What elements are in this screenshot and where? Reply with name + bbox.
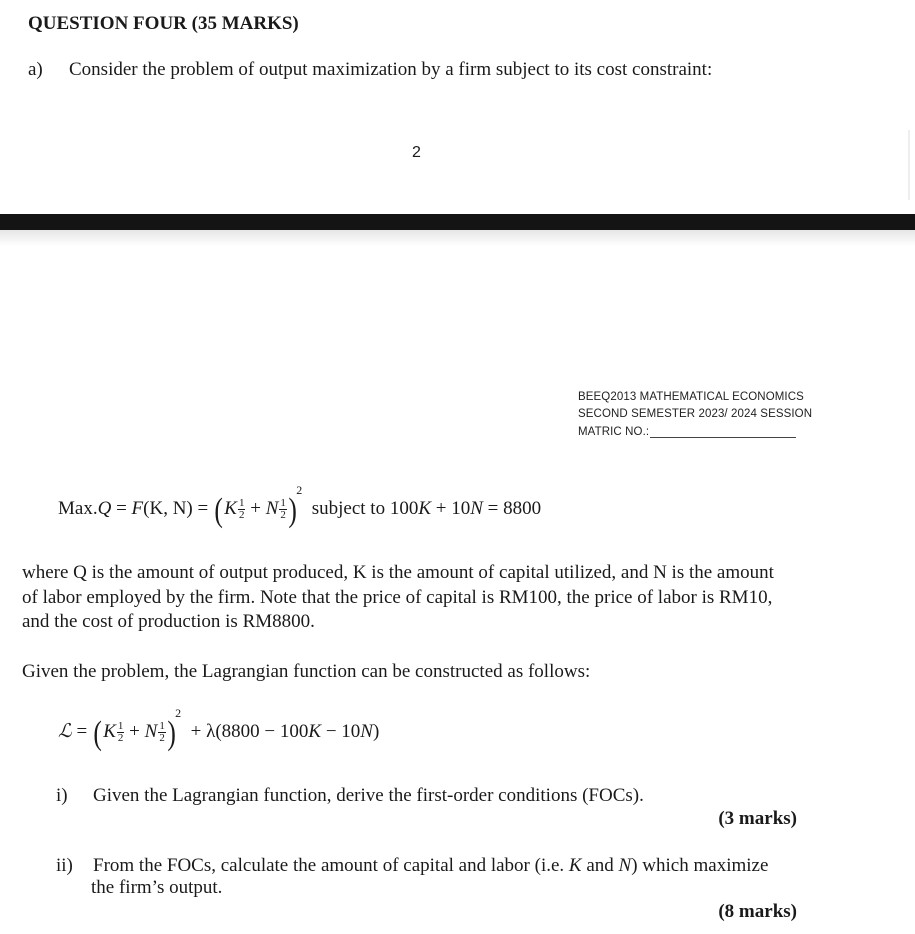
- lagrangian-symbol: ℒ: [58, 721, 72, 742]
- base-n: N: [265, 498, 279, 519]
- max-output-equation: [58, 483, 541, 528]
- constraint-coef-k: 100: [389, 498, 419, 519]
- lagrangian-outer-exponent: 2: [175, 706, 182, 720]
- lagrangian-base-n: N: [144, 721, 158, 742]
- question-heading: QUESTION FOUR (35 MARKS): [28, 13, 299, 34]
- page-break-bar: [0, 214, 915, 230]
- constraint-rhs: = 8800: [487, 498, 542, 519]
- matric-blank-line: [650, 437, 796, 438]
- page-number: 2: [412, 144, 421, 161]
- constraint-k: K: [418, 498, 432, 519]
- exponent-n-half: $\frac{1}{2}$: [280, 497, 286, 521]
- lagrangian-tail-mid: − 10: [321, 721, 361, 742]
- max-prefix: Max.: [58, 498, 98, 519]
- question-i-marks: (3 marks): [718, 808, 797, 829]
- base-k: K: [224, 498, 237, 519]
- function-f: F: [131, 498, 144, 519]
- part-a-text: Consider the problem of output maximization by a firm subject to its cost constraint:: [69, 59, 713, 80]
- page-break-shadow: [0, 230, 915, 246]
- function-args: (K, N): [143, 498, 193, 519]
- var-q: Q: [97, 498, 112, 519]
- lagrangian-exponent-k: $\frac{1}{2}$: [117, 720, 124, 744]
- description-line-2: of labor employed by the firm. Note that the price of capital is RM100, the price of labor is RM10,: [22, 587, 773, 608]
- lagrangian-equation: [58, 706, 379, 751]
- question-ii-marks: (8 marks): [718, 901, 797, 922]
- constraint-n: N: [470, 498, 483, 519]
- lagrangian-tail-start: + λ(8800 − 100: [190, 721, 309, 742]
- lagrangian-base-k: K: [103, 721, 116, 742]
- lagrangian-intro: Given the problem, the Lagrangian function can be constructed as follows:: [22, 661, 591, 682]
- question-ii-text: From the FOCs, calculate the amount of capital and labor (i.e. K and N) which maximize: [93, 855, 769, 876]
- scan-edge-mark: [908, 130, 910, 200]
- right-paren: ): [288, 492, 297, 529]
- lagrangian-left-paren: (: [93, 715, 102, 752]
- outer-exponent: 2: [296, 483, 303, 497]
- course-code-header: BEEQ2013 MATHEMATICAL ECONOMICS: [578, 391, 804, 403]
- lagrangian-tail-k: K: [308, 721, 322, 742]
- lagrangian-right-paren: ): [167, 715, 176, 752]
- lagrangian-exponent-n: $\frac{1}{2}$: [159, 720, 165, 744]
- description-line-1: where Q is the amount of output produced, K is the amount of capital utilized, and N is the amount: [22, 562, 774, 583]
- question-ii-label: ii): [56, 855, 73, 876]
- equals-2: =: [197, 498, 209, 519]
- description-line-3: and the cost of production is RM8800.: [22, 611, 315, 632]
- lagrangian-plus: +: [129, 721, 140, 742]
- semester-header: SECOND SEMESTER 2023/ 2024 SESSION: [578, 408, 813, 420]
- question-ii-var-k: K: [568, 855, 582, 876]
- equals-1: =: [116, 498, 127, 519]
- left-paren: (: [214, 492, 223, 529]
- question-ii-text-line-2: the firm’s output.: [91, 877, 223, 898]
- subject-to-text: subject to: [311, 498, 386, 519]
- part-a-label: a): [28, 59, 43, 80]
- question-i-text: Given the Lagrangian function, derive the first-order conditions (FOCs).: [93, 785, 644, 806]
- constraint-plus-coef: + 10: [435, 498, 471, 519]
- lagrangian-tail-n: N: [360, 721, 373, 742]
- question-ii-var-n: N: [618, 855, 632, 876]
- lagrangian-equals: =: [76, 721, 88, 742]
- question-i-label: i): [56, 785, 68, 806]
- matric-label: MATRIC NO.:: [578, 426, 650, 438]
- exponent-k-half: $\frac{1}{2}$: [238, 497, 245, 521]
- plus-sign: +: [250, 498, 261, 519]
- lagrangian-tail-end: ): [372, 721, 380, 742]
